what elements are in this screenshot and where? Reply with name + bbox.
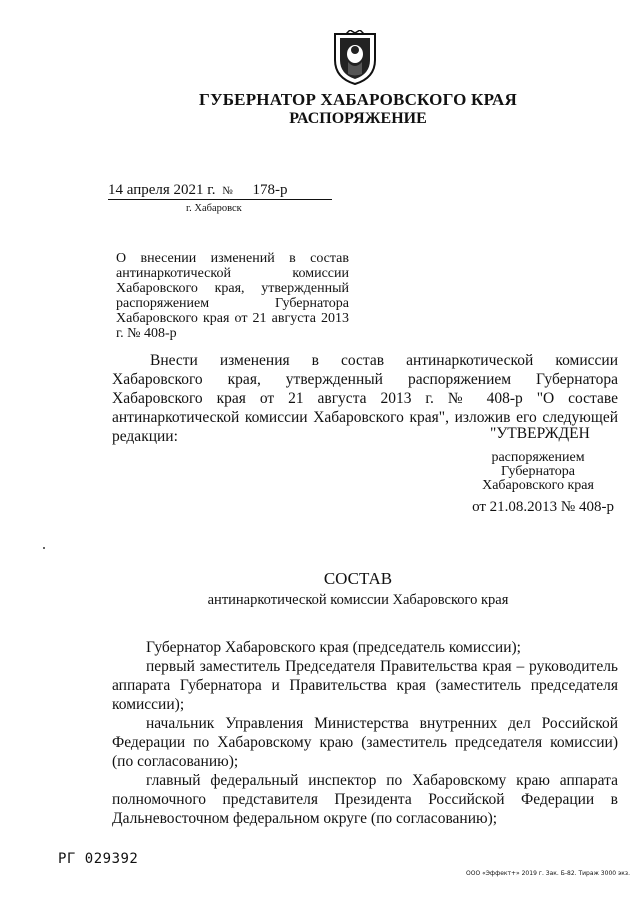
printer-note: ООО «Эффект+» 2019 г. Зак. Б-82. Тираж 3000 экз. <box>466 870 631 877</box>
approval-line: Хабаровского края <box>482 478 594 493</box>
body-paragraph: Внести изменения в состав антинаркотической комиссии Хабаровского края, утвержденный распоряжением Губернатора Хабаровского края от 21 августа 2013 г. № 408-р "О составе антинаркотической комиссии Хабаровского края", изложив его следующей редакции: <box>112 352 618 445</box>
scan-speck <box>43 547 45 549</box>
list-item: главный федеральный инспектор по Хабаровскому краю аппарата полномочного представителя Президента Российской Федерации в Дальневосточном федеральном округе (по согласованию); <box>112 772 618 827</box>
document-date: 14 апреля 2021 г. <box>108 182 216 198</box>
serial-number: РГ 029392 <box>58 851 139 867</box>
list-item: Губернатор Хабаровского края (председатель комиссии); <box>146 639 521 656</box>
list-item: первый заместитель Председателя Правительства края – руководитель аппарата Губернатора и Правительства края (заместитель председателя комиссии); <box>112 658 618 713</box>
date-underline <box>108 199 332 200</box>
city: г. Хабаровск <box>186 203 242 214</box>
composition-title: СОСТАВ <box>323 569 393 588</box>
khabarovsk-coat-of-arms-icon <box>332 30 378 86</box>
approval-title: "УТВЕРЖДЕН <box>490 425 590 442</box>
document-number: 178-р <box>252 182 288 198</box>
approval-date: от 21.08.2013 № 408-р <box>472 499 614 515</box>
members-list <box>112 638 618 828</box>
list-item: начальник Управления Министерства внутренних дел Российской Федерации по Хабаровскому краю (заместитель председателя комиссии) (по согласованию); <box>112 715 618 770</box>
date-number-line <box>108 182 288 199</box>
governor-title: ГУБЕРНАТОР ХАБАРОВСКОГО КРАЯ <box>199 90 517 109</box>
composition-subtitle: антинаркотической комиссии Хабаровского края <box>207 592 509 608</box>
approval-line: распоряжением <box>491 450 585 465</box>
document-type: РАСПОРЯЖЕНИЕ <box>289 110 427 127</box>
document-subject: О внесении изменений в состав антинаркотической комиссии Хабаровского края, утвержденный распоряжением Губернатора Хабаровского края от 21 августа 2013 г. № 408-р <box>116 251 349 341</box>
number-label: № <box>222 185 233 197</box>
approval-stamp <box>452 425 624 516</box>
approval-line: Губернатора <box>500 464 576 479</box>
